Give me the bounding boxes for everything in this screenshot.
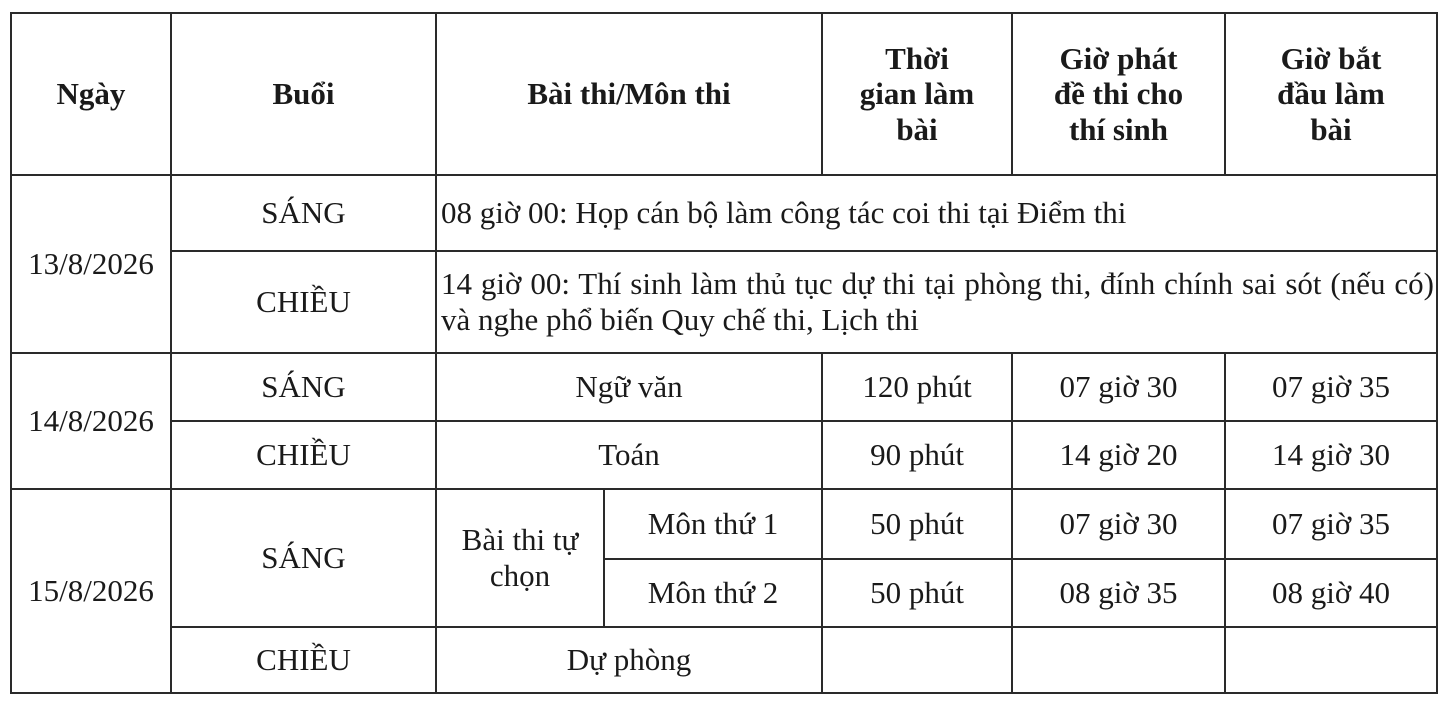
note-cell: 14 giờ 00: Thí sinh làm thủ tục dự thi tại phòng thi, đính chính sai sót (nếu có) và nghe phổ biến Quy chế thi, Lịch thi (436, 251, 1437, 353)
session-cell: CHIỀU (171, 251, 436, 353)
duration-cell (822, 627, 1012, 693)
header-subject: Bài thi/Môn thi (436, 13, 822, 175)
start-time-cell (1225, 627, 1437, 693)
distribute-time-cell: 07 giờ 30 (1012, 353, 1225, 421)
header-duration: Thời gian làm bài (822, 13, 1012, 175)
header-session: Buổi (171, 13, 436, 175)
note-cell: 08 giờ 00: Họp cán bộ làm công tác coi thi tại Điểm thi (436, 175, 1437, 251)
start-time-cell: 14 giờ 30 (1225, 421, 1437, 489)
header-row (11, 13, 1437, 175)
start-time-cell: 07 giờ 35 (1225, 353, 1437, 421)
group-cell (436, 489, 604, 627)
header-distribute-time: Giờ phát đề thi cho thí sinh (1012, 13, 1225, 175)
table-row (11, 489, 1437, 559)
date-cell: 15/8/2026 (11, 489, 171, 693)
duration-cell: 50 phút (822, 489, 1012, 559)
subject-cell: Dự phòng (436, 627, 822, 693)
duration-cell: 90 phút (822, 421, 1012, 489)
subject-cell: Môn thứ 1 (604, 489, 822, 559)
exam-schedule-table (10, 12, 1438, 694)
distribute-time-cell: 07 giờ 30 (1012, 489, 1225, 559)
table-row (11, 421, 1437, 489)
header-date: Ngày (11, 13, 171, 175)
distribute-time-cell: 14 giờ 20 (1012, 421, 1225, 489)
session-cell: SÁNG (171, 353, 436, 421)
subject-cell: Ngữ văn (436, 353, 822, 421)
table-row (11, 175, 1437, 251)
duration-cell: 120 phút (822, 353, 1012, 421)
date-cell: 13/8/2026 (11, 175, 171, 353)
start-time-cell: 07 giờ 35 (1225, 489, 1437, 559)
start-time-cell: 08 giờ 40 (1225, 559, 1437, 627)
table-row (11, 627, 1437, 693)
subject-cell: Toán (436, 421, 822, 489)
session-cell: CHIỀU (171, 421, 436, 489)
date-cell: 14/8/2026 (11, 353, 171, 489)
header-start-time: Giờ bắt đầu làm bài (1225, 13, 1437, 175)
subject-cell: Môn thứ 2 (604, 559, 822, 627)
session-cell: SÁNG (171, 489, 436, 627)
distribute-time-cell: 08 giờ 35 (1012, 559, 1225, 627)
duration-cell: 50 phút (822, 559, 1012, 627)
table-row (11, 251, 1437, 353)
group-label: Bài thi tự chọn (461, 522, 579, 593)
distribute-time-cell (1012, 627, 1225, 693)
session-cell: SÁNG (171, 175, 436, 251)
table-row (11, 353, 1437, 421)
session-cell: CHIỀU (171, 627, 436, 693)
